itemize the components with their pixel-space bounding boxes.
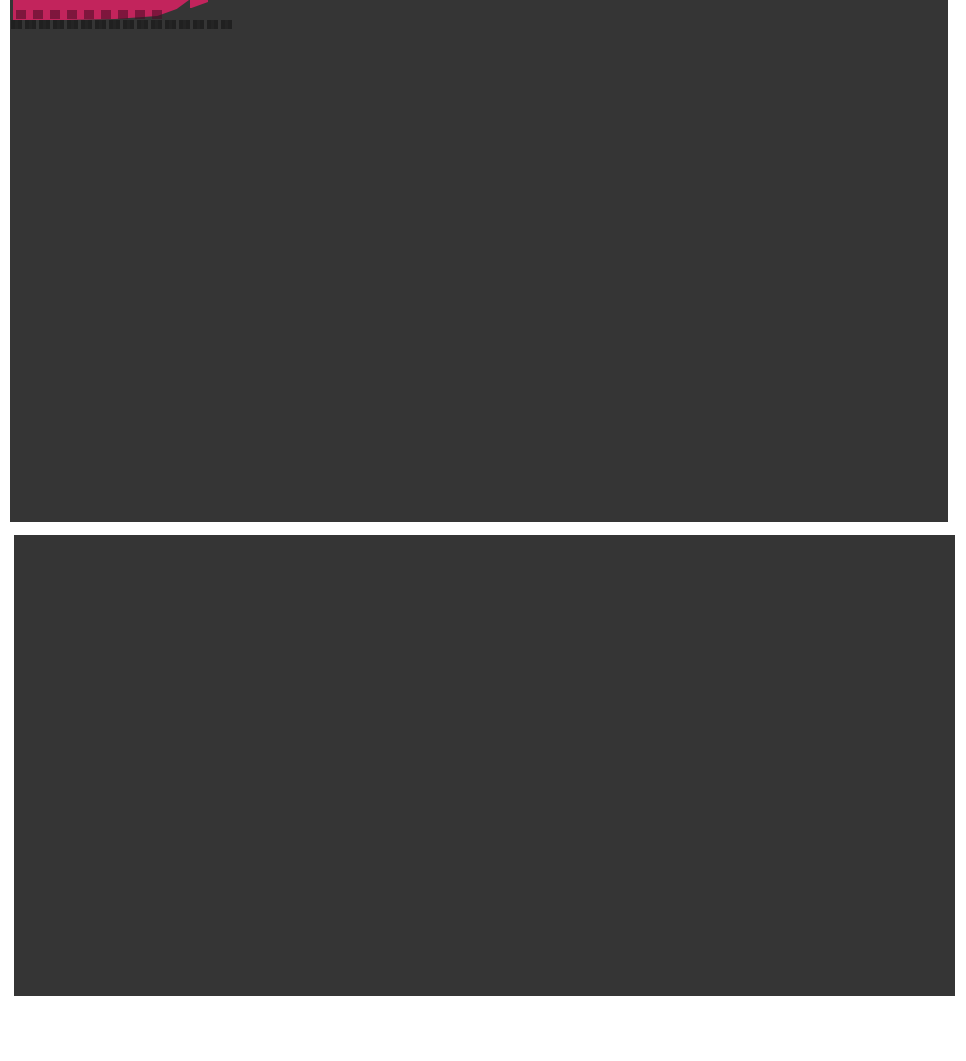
logo-letter-marks	[16, 10, 164, 19]
dark-image-block-1	[10, 0, 948, 522]
dark-image-block-2	[14, 535, 955, 996]
logo-tagline-illegible	[11, 20, 233, 29]
pink-ribbon-swoosh-tip-icon	[190, 0, 208, 8]
